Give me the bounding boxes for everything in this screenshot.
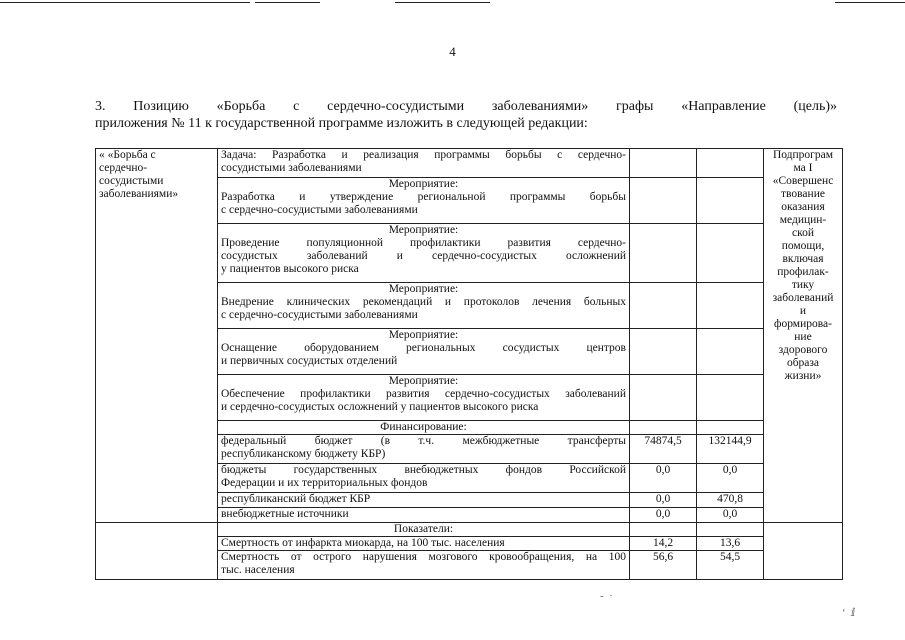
subprogram-line: образа (786, 357, 820, 369)
subprogram-line: ние (794, 331, 812, 343)
direction-line: « «Борьба с (99, 149, 156, 161)
indicator-value-1: 56,6 (630, 551, 697, 580)
subprogram-line: тику (791, 279, 815, 291)
value-2020: 0,0 (697, 464, 764, 493)
value-cell-1 (630, 178, 697, 224)
subprogram-line: Подпрограм (772, 149, 834, 161)
intro-word: с (293, 99, 300, 114)
intro-word: «Борьба (216, 99, 266, 114)
measure-cell (218, 375, 630, 421)
subprogram-line: оказания (781, 201, 825, 213)
program-table (95, 148, 843, 580)
measure-cell (218, 283, 630, 329)
value-2020: 132144,9 (697, 435, 764, 464)
measure-heading: Мероприятие: (388, 178, 459, 190)
value-2019: 0,0 (630, 508, 697, 523)
direction-cell (96, 149, 218, 523)
subprogram-line: формирова- (774, 318, 832, 330)
text-line: Задача: Разработка и реализация программы борьбы с сердечно- (221, 149, 626, 161)
value-cell-2 (697, 329, 764, 375)
top-rule-right (835, 2, 905, 3)
indicator-name (218, 551, 630, 580)
direction-line: сердечно- (99, 162, 148, 174)
text-line: Оснащение оборудованием региональных сосудистых центров (221, 342, 626, 354)
text-line: бюджеты государственных внебюджетных фондов Российской (221, 464, 626, 476)
top-rule-left (0, 2, 250, 3)
intro-paragraph (95, 98, 837, 132)
text-line: федеральный бюджет (в т.ч. межбюджетные трансферты (221, 435, 626, 447)
subprogram-line: твование (781, 188, 825, 200)
value-cell-2 (697, 523, 764, 537)
text-line: и первичных сосудистых отделений (221, 355, 398, 367)
value-cell-2 (697, 375, 764, 421)
subprogram-line: ской (791, 227, 814, 239)
intro-word: заболеваниями» (491, 99, 589, 114)
top-rule-mid (255, 2, 320, 3)
value-2020: 470,8 (697, 493, 764, 508)
text-line: с сердечно-сосудистыми заболеваниями (221, 309, 418, 321)
subprogram-line: помощи, (781, 240, 825, 252)
value-cell-1 (630, 224, 697, 283)
indicator-name (218, 537, 630, 551)
intro-word: 3. (95, 99, 106, 114)
subprogram-line: здорового (778, 344, 828, 356)
value-cell-1 (630, 149, 697, 178)
subprogram-line: заболеваний (772, 292, 834, 304)
intro-word: (цель)» (793, 99, 838, 114)
subprogram-line: включая (782, 253, 824, 265)
financing-source (218, 508, 630, 523)
financing-source (218, 493, 630, 508)
value-2019: 0,0 (630, 493, 697, 508)
value-2020: 0,0 (697, 508, 764, 523)
measure-heading: Мероприятие: (388, 329, 459, 341)
subprogram-line: медицин- (779, 214, 827, 226)
value-cell-2 (697, 224, 764, 283)
text-line: Смертность от острого нарушения мозгового кровообращения, на 100 (221, 551, 626, 563)
text-line: республиканский бюджет КБР (221, 493, 371, 505)
text-line: Обеспечение профилактики развития сердечно-сосудистых заболеваний (221, 388, 626, 400)
text-line: с сердечно-сосудистыми заболеваниями (221, 204, 418, 216)
indicators-heading-row (96, 523, 843, 537)
value-cell-1 (630, 523, 697, 537)
text-line: сосудистыми заболеваниями (221, 162, 362, 174)
subprogram-line: и (799, 305, 807, 317)
text-line: сосудистых заболеваний и сердечно-сосудистых осложнений (221, 250, 626, 262)
measure-cell (218, 329, 630, 375)
measure-heading: Мероприятие: (388, 224, 459, 236)
text-line: республиканскому бюджету КБР) (221, 448, 386, 460)
subprogram-line: ма I (793, 162, 813, 174)
financing-heading: Финансирование: (218, 421, 630, 435)
direction-cell-blank (96, 523, 218, 580)
intro-line-1 (95, 98, 837, 115)
measure-cell (218, 178, 630, 224)
indicator-value-1: 14,2 (630, 537, 697, 551)
text-line: Федерации и их территориальных фондов (221, 477, 428, 489)
intro-word: сердечно-сосудистыми (327, 99, 465, 114)
intro-word: графы (615, 99, 654, 114)
text-line: у пациентов высокого риска (221, 263, 359, 275)
value-cell-1 (630, 329, 697, 375)
value-cell-1 (630, 375, 697, 421)
text-line: Внедрение клинических рекомендаций и протоколов лечения больных (221, 296, 626, 308)
task-cell (218, 149, 630, 178)
measure-heading: Мероприятие: (388, 283, 459, 295)
page-number: 4 (449, 44, 456, 59)
scan-marks-bottom: - · (600, 590, 613, 602)
measure-heading: Мероприятие: (388, 375, 459, 387)
text-line: Смертность от инфаркта миокарда, на 100 тыс. населения (221, 537, 505, 549)
measure-cell (218, 224, 630, 283)
intro-word: Позицию (133, 99, 189, 114)
indicators-heading: Показатели: (218, 523, 630, 537)
value-2019: 74874,5 (630, 435, 697, 464)
financing-source (218, 435, 630, 464)
subprogram-line: профилак- (777, 266, 829, 278)
text-line: Проведение популяционной профилактики развития сердечно- (221, 237, 626, 249)
indicator-value-2: 54,5 (697, 551, 764, 580)
scan-marks-corner: ʻ ⅈ (842, 607, 856, 619)
subprogram-cell (764, 149, 843, 523)
value-2019: 0,0 (630, 464, 697, 493)
value-cell-2 (697, 149, 764, 178)
subprogram-cell-blank (764, 523, 843, 580)
subprogram-line: «Совершенс (772, 175, 834, 187)
text-line: внебюджетные источники (221, 508, 349, 520)
top-rule-center (395, 2, 490, 3)
indicator-value-2: 13,6 (697, 537, 764, 551)
intro-word: «Направление (681, 99, 766, 114)
value-cell-2 (697, 178, 764, 224)
value-cell-2 (697, 421, 764, 435)
value-cell-2 (697, 283, 764, 329)
financing-source (218, 464, 630, 493)
text-line: и сердечно-сосудистых осложнений у пациентов высокого риска (221, 401, 539, 413)
direction-line: заболеваниями» (99, 188, 179, 200)
value-cell-1 (630, 283, 697, 329)
value-cell-1 (630, 421, 697, 435)
task-row (96, 149, 843, 178)
subprogram-line: жизни» (784, 370, 822, 382)
text-line: Разработка и утверждение региональной программы борьбы (221, 191, 626, 203)
text-line: тыс. населения (221, 564, 295, 576)
intro-line-2: приложения № 11 к государственной программе изложить в следующей редакции: (95, 116, 588, 131)
direction-line: сосудистыми (99, 175, 164, 187)
